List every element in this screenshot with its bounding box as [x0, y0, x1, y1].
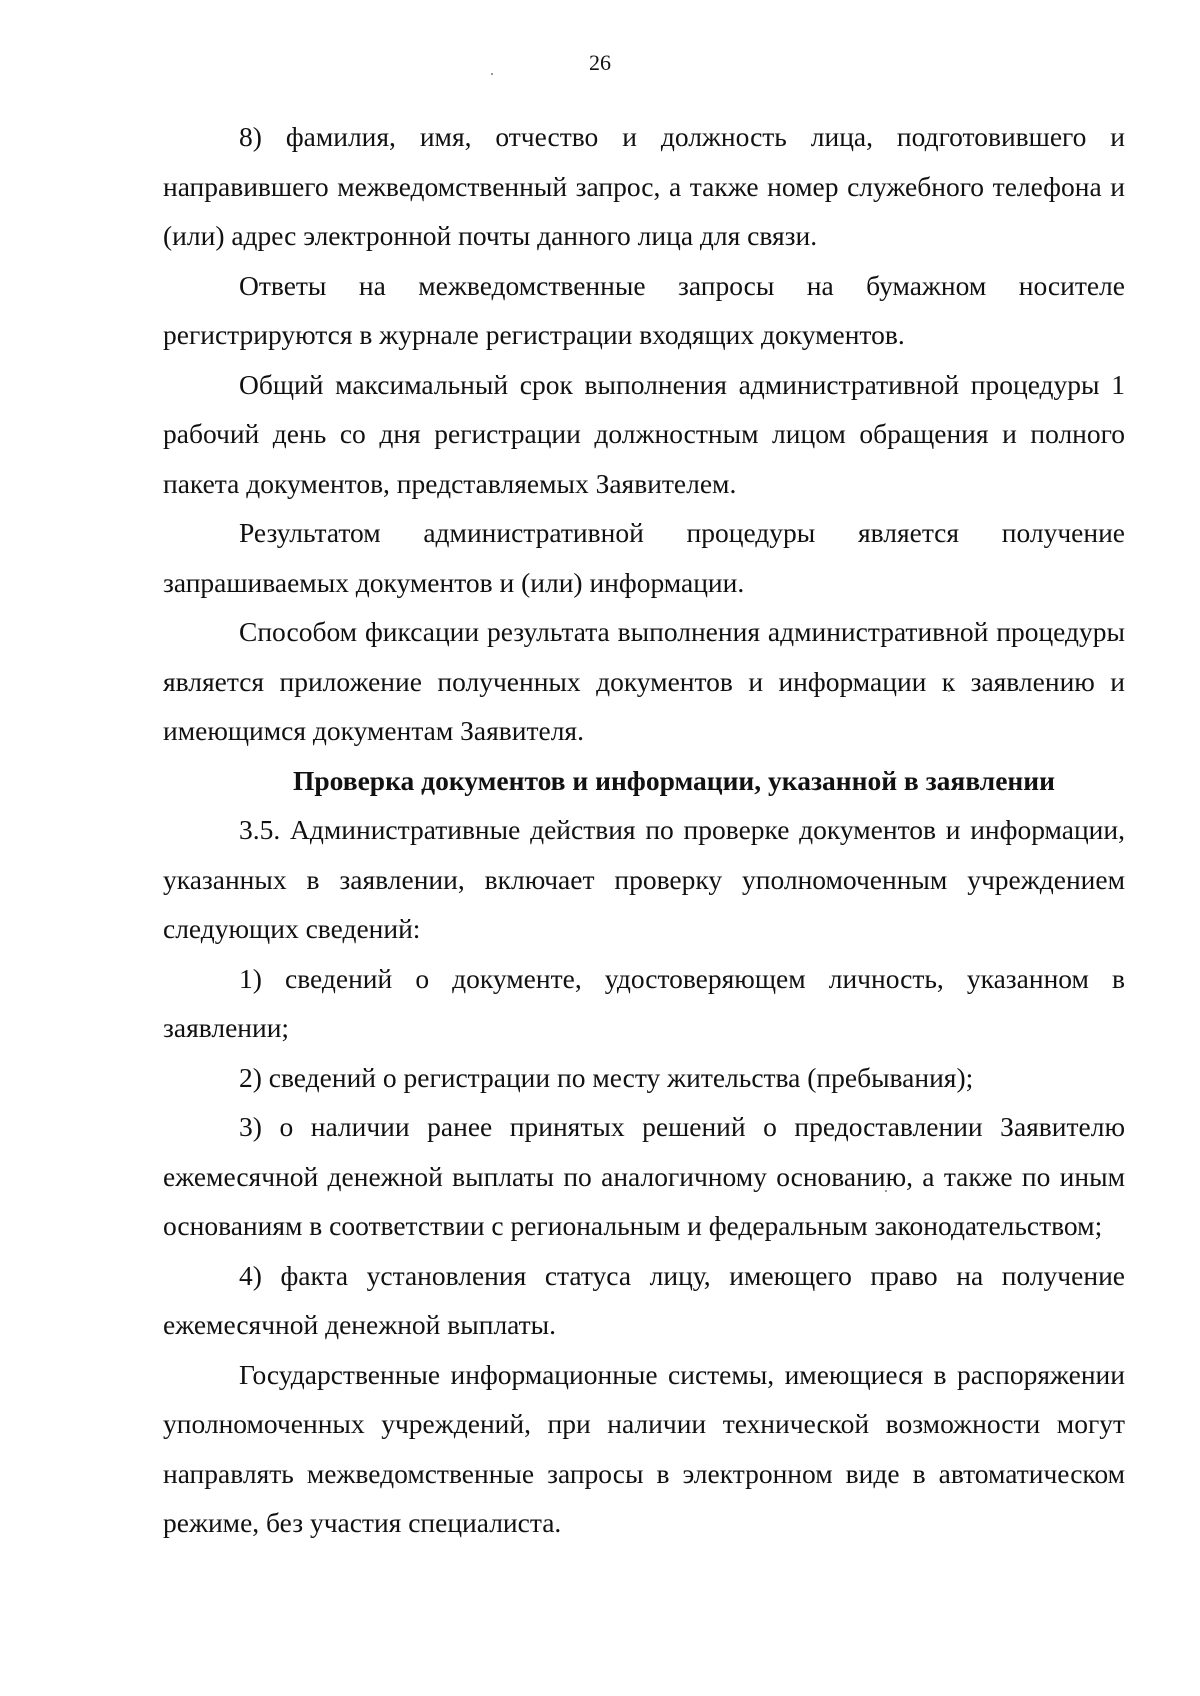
paragraph-result-recording-method: Способом фиксации результата выполнения административной процедуры является приложение полученных документов и информации к заявлению и имеющимся документам Заявителя. — [163, 616, 1125, 746]
list-item-identity-document: 1) сведений о документе, удостоверяющем личность, указанном в заявлении; — [163, 962, 1125, 1043]
paragraph-procedure-result: Результатом административной процедуры является получение запрашиваемых документов и (или) информации. — [163, 517, 1125, 598]
section-heading: Проверка документов и информации, указанной в заявлении — [293, 764, 1055, 796]
paragraph-official-contact-details: 8) фамилия, имя, отчество и должность лица, подготовившего и направившего межведомственный запрос, а также номер служебного телефона и (или) адрес электронной почты данного лица для связи. — [163, 121, 1125, 251]
paragraph-state-information-systems: Государственные информационные системы, имеющиеся в распоряжении уполномоченных учреждений, при наличии технической возможности могут направлять межведомственные запросы в электронном виде в автоматическом режиме, без участия специалиста. — [163, 1358, 1125, 1538]
document-body — [163, 112, 1125, 1548]
paragraph-paper-responses-registration: Ответы на межведомственные запросы на бумажном носителе регистрируются в журнале регистрации входящих документов. — [163, 269, 1125, 350]
paragraph-maximum-term: Общий максимальный срок выполнения административной процедуры 1 рабочий день со дня регистрации должностным лицом обращения и полного пакета документов, представляемых Заявителем. — [163, 368, 1125, 499]
list-item-residence-registration: 2) сведений о регистрации по месту жительства (пребывания); — [239, 1061, 974, 1093]
list-item-status-establishment: 4) факта установления статуса лицу, имеющего право на получение ежемесячной денежной выплаты. — [163, 1259, 1125, 1340]
page-number: 26 — [589, 50, 611, 75]
scan-speck — [491, 73, 493, 75]
list-item-previous-decisions: 3) о наличии ранее принятых решений о предоставлении Заявителю ежемесячной денежной выплаты по аналогичному основанию, а также по иным основаниям в соответствии с региональным и федеральным законодательством; — [163, 1111, 1125, 1241]
paragraph-clause-3-5: 3.5. Административные действия по проверке документов и информации, указанных в заявлении, включает проверку уполномоченным учреждением следующих сведений: — [163, 814, 1125, 944]
